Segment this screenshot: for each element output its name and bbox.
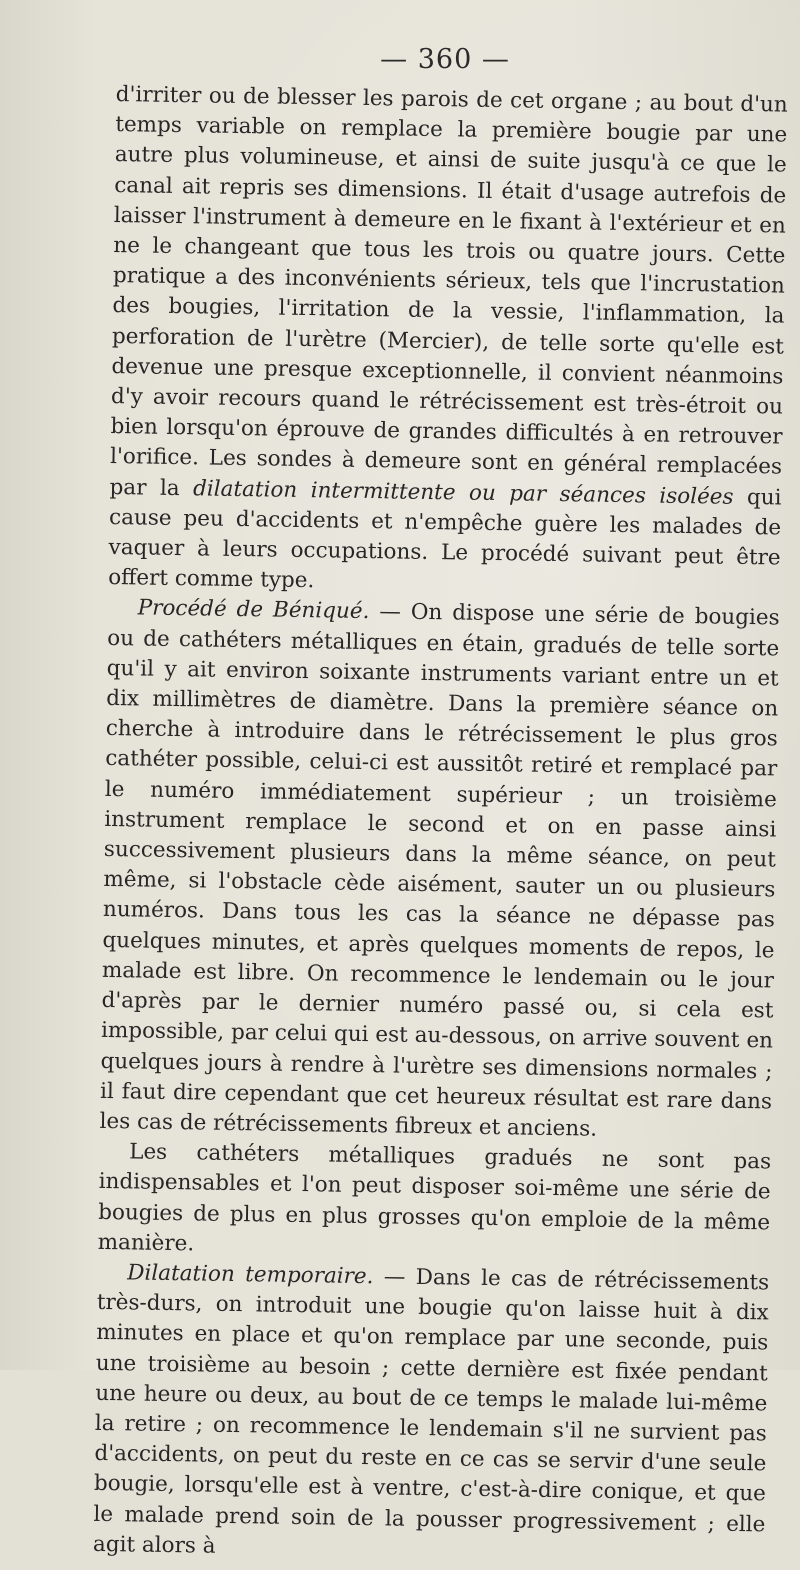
section-heading-dilatation-temporaire: Dilatation temporaire. <box>127 1260 374 1290</box>
paragraph-2 <box>99 593 779 1147</box>
paragraph-1-text: d'irriter ou de blesser les parois de cet organe ; au bout d'un temps variable on remplace la première bougie par une autre plus volumineuse, et ainsi de suite jusqu'à ce que le canal ait repris ses dimensions. Il était d'usage autrefois de laisser l'instrument à demeure en le fixant à l'extérieur et en ne le changeant que tous les trois ou quatre jours. Cette pratique a des inconvénients sérieux, tels que l'incrustation des bougies, l'irritation de la vessie, l'inflammation, la perforation de l'urètre (Mercier), de telle sorte qu'elle est devenue une presque exceptionnelle, il convient néanmoins d'y avoir recours quand le rétrécissement est très-étroit ou bien lorsqu'on éprouve de grandes difficultés à en retrouver l'orifice. Les sondes à demeure sont en général remplacées par la <box>109 81 788 501</box>
paragraph-2-text: — On dispose une série de bougies ou de cathéters métalliques en étain, gradués de telle sorte qu'il y ait environ soixante instruments variant entre un et dix millimètres de diamètre. Dans la première séance on cherche à introduire dans le rétrécissement le plus gros cathéter possible, celui-ci est aussitôt retiré et remplacé par le numéro immédiatement supérieur ; un troisième instrument remplace le second et on en passe ainsi successivement plusieurs dans la même séance, on peut même, si l'obstacle cède aisément, sauter un ou plusieurs numéros. Dans tous les cas la séance ne dépasse pas quelques minutes, et après quelques moments de repos, le malade est libre. On recommence le lendemain ou le jour d'après par le dernier numéro passé ou, si cela est impossible, par celui qui est au-dessous, on arrive souvent en quelques jours à rendre à l'urètre ses dimensions normales ; il faut dire cependant que cet heureux résultat est rare dans les cas de rétrécissements fibreux et anciens. <box>99 599 780 1142</box>
paragraph-1-text-end: qui cause peu d'accidents et n'empêche guère les malades de vaquer à leurs occupations. Le procédé suivant peut être offert comme type. <box>107 484 782 594</box>
paragraph-1 <box>108 80 788 604</box>
italic-term-dilatation-intermittente: dilatation intermittente ou par séances isolées <box>192 475 734 510</box>
body-text <box>93 80 788 1570</box>
paragraph-3-text: Les cathéters métalliques gradués ne sont pas indispensables et l'on peut disposer soi-même une série de bougies de plus en plus grosses qu'on emploie de la même manière. <box>97 1139 772 1257</box>
paragraph-4-text: — Dans le cas de rétrécissements très-durs, on introduit une bougie qu'on laisse huit à dix minutes en place et qu'on remplace par une seconde, puis une troisième au besoin ; cette dernière est fixée pendant une heure ou deux, au bout de ce temps le malade lui-même la retire ; on recommence le lendemain s'il ne survient pas d'accidents, on peut du reste en ce cas se servir d'une seule bougie, lorsqu'elle est à ventre, c'est-à-dire conique, et que le malade prend soin de la pousser progressivement ; elle agit alors à <box>92 1264 770 1559</box>
paragraph-4 <box>93 1258 770 1570</box>
page-number: — 360 — <box>380 44 510 75</box>
paragraph-3 <box>97 1137 771 1268</box>
section-heading-procede-benique: Procédé de Béniqué. <box>137 595 370 625</box>
